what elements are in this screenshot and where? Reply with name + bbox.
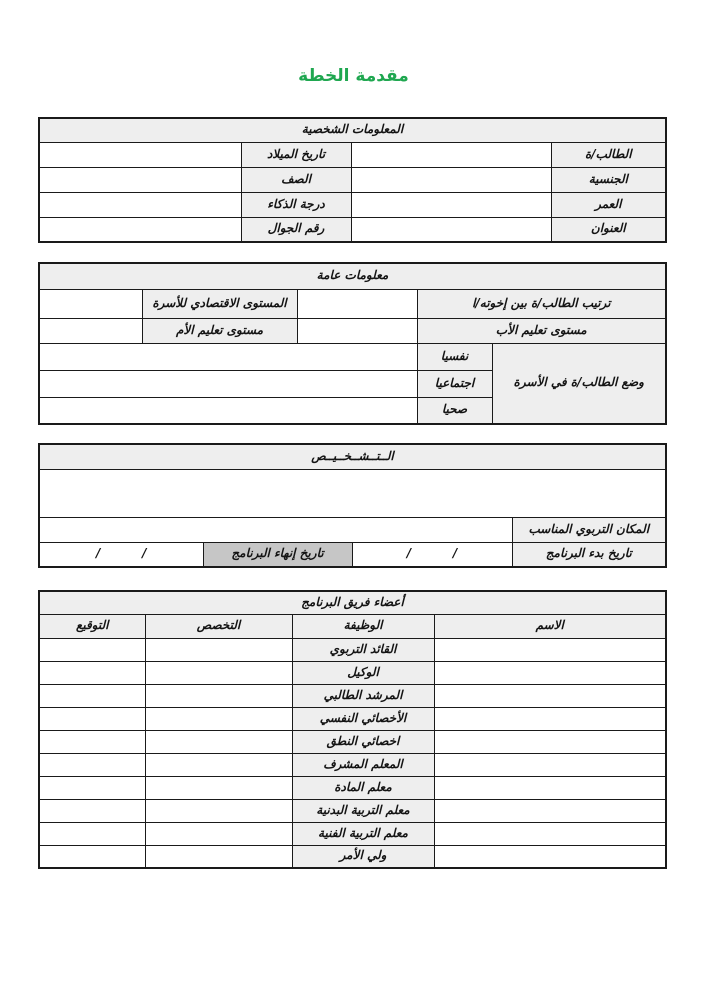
suitable-placement-label: المكان التربوي المناسب [512,517,666,542]
personal-info-header: المعلومات الشخصية [39,118,666,142]
team-specialization-field[interactable] [145,845,292,868]
social-label: اجتماعيا [417,370,492,397]
address-field[interactable] [351,217,551,242]
role-label: القائد التربوي [292,638,434,661]
health-status-field[interactable] [39,397,417,424]
personal-info-table [38,117,667,243]
team-signature-field[interactable] [39,822,145,845]
mobile-number-field[interactable] [39,217,241,242]
economic-level-field[interactable] [39,289,142,318]
team-name-field[interactable] [434,753,666,776]
job-column-header: الوظيفة [292,614,434,638]
mobile-number-label: رقم الجوال [241,217,351,242]
age-label: العمر [551,192,666,217]
specialization-column-header: التخصص [145,614,292,638]
team-name-field[interactable] [434,776,666,799]
role-label: معلم المادة [292,776,434,799]
role-label: الأخصائي النفسي [292,707,434,730]
mother-education-field[interactable] [39,318,142,343]
table-row [39,591,666,614]
table-row [39,753,666,776]
table-row [39,263,666,289]
student-name-field[interactable] [351,142,551,167]
table-row [39,845,666,868]
program-end-label: تاريخ إنهاء البرنامج [203,542,352,567]
table-row [39,343,666,370]
table-row [39,822,666,845]
general-info-header: معلومات عامة [39,263,666,289]
table-row [39,469,666,517]
role-label: معلم التربية البدنية [292,799,434,822]
team-signature-field[interactable] [39,845,145,868]
table-row [39,638,666,661]
program-start-date-field[interactable]: / / [352,542,512,567]
table-row [39,142,666,167]
birthdate-field[interactable] [39,142,241,167]
team-name-field[interactable] [434,730,666,753]
role-label: معلم التربية الفنية [292,822,434,845]
psychological-status-field[interactable] [39,343,417,370]
team-specialization-field[interactable] [145,822,292,845]
team-name-field[interactable] [434,799,666,822]
program-end-date-field[interactable]: / / [39,542,203,567]
table-row [39,661,666,684]
social-status-field[interactable] [39,370,417,397]
diagnosis-text-area[interactable] [39,469,666,517]
nationality-field[interactable] [351,167,551,192]
team-signature-field[interactable] [39,684,145,707]
team-specialization-field[interactable] [145,684,292,707]
table-row [39,192,666,217]
sibling-order-field[interactable] [297,289,417,318]
team-specialization-field[interactable] [145,730,292,753]
age-field[interactable] [351,192,551,217]
diagnosis-table [38,443,667,568]
table-row [39,167,666,192]
iq-score-label: درجة الذكاء [241,192,351,217]
team-signature-field[interactable] [39,638,145,661]
team-header: أعضاء فريق البرنامج [39,591,666,614]
table-row [39,118,666,142]
table-row [39,614,666,638]
general-info-table [38,262,667,425]
table-row [39,318,666,343]
team-signature-field[interactable] [39,753,145,776]
health-label: صحيا [417,397,492,424]
table-row [39,542,666,567]
diagnosis-header: الــتــشــخــيــص [39,444,666,469]
role-label: الوكيل [292,661,434,684]
page-title: مقدمة الخطة [298,66,409,86]
grade-label: الصف [241,167,351,192]
sibling-order-label: ترتيب الطالب/ة بين إخوته/ا [417,289,666,318]
suitable-placement-field[interactable] [39,517,512,542]
team-name-field[interactable] [434,707,666,730]
table-row [39,217,666,242]
team-signature-field[interactable] [39,707,145,730]
team-name-field[interactable] [434,845,666,868]
team-specialization-field[interactable] [145,799,292,822]
table-row [39,289,666,318]
nationality-label: الجنسية [551,167,666,192]
role-label: المرشد الطالبي [292,684,434,707]
team-name-field[interactable] [434,684,666,707]
team-specialization-field[interactable] [145,707,292,730]
team-signature-field[interactable] [39,776,145,799]
program-start-label: تاريخ بدء البرنامج [512,542,666,567]
team-name-field[interactable] [434,822,666,845]
table-row [39,730,666,753]
team-signature-field[interactable] [39,799,145,822]
father-education-label: مستوى تعليم الأب [417,318,666,343]
team-table [38,590,667,869]
team-specialization-field[interactable] [145,638,292,661]
family-status-label: وضع الطالب/ة في الأسرة [492,343,666,424]
team-specialization-field[interactable] [145,753,292,776]
team-specialization-field[interactable] [145,661,292,684]
team-name-field[interactable] [434,638,666,661]
father-education-field[interactable] [297,318,417,343]
table-row [39,684,666,707]
economic-level-label: المستوى الاقتصادي للأسرة [142,289,297,318]
role-label: ولي الأمر [292,845,434,868]
table-row [39,707,666,730]
iq-score-field[interactable] [39,192,241,217]
grade-field[interactable] [39,167,241,192]
psychological-label: نفسيا [417,343,492,370]
table-row [39,776,666,799]
role-label: المعلم المشرف [292,753,434,776]
mother-education-label: مستوى تعليم الأم [142,318,297,343]
table-row [39,517,666,542]
team-signature-field[interactable] [39,730,145,753]
birthdate-label: تاريخ الميلاد [241,142,351,167]
student-label: الطالب/ة [551,142,666,167]
address-label: العنوان [551,217,666,242]
table-row [39,799,666,822]
team-signature-field[interactable] [39,661,145,684]
team-name-field[interactable] [434,661,666,684]
name-column-header: الاسم [434,614,666,638]
table-row [39,444,666,469]
signature-column-header: التوقيع [39,614,145,638]
role-label: اخصائي النطق [292,730,434,753]
team-specialization-field[interactable] [145,776,292,799]
